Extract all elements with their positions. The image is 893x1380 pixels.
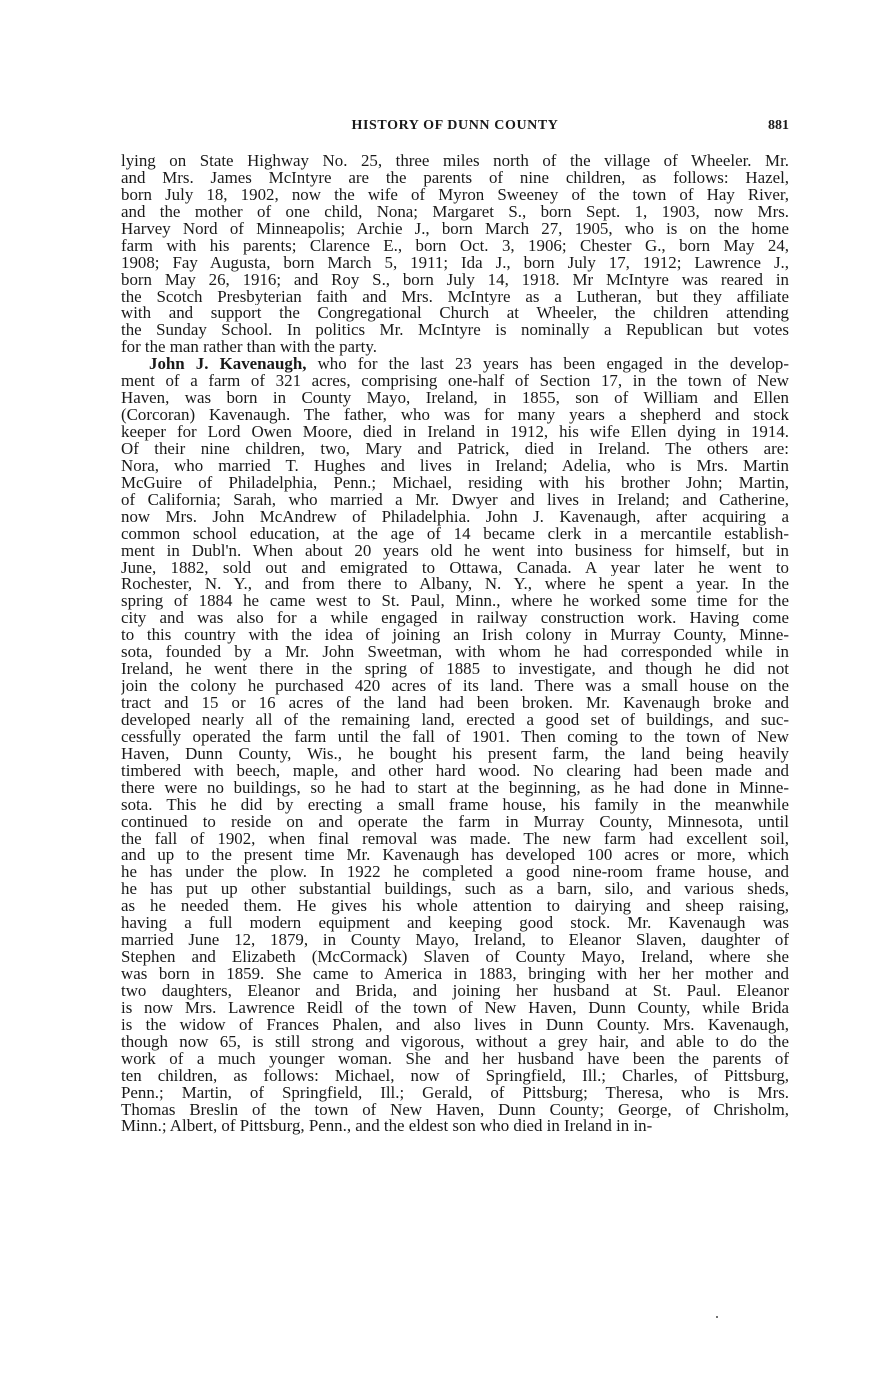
text-line: is now Mrs. Lawrence Reidl of the town of New Haven, Dunn County, while Brida <box>121 999 789 1017</box>
text-line: Of their nine children, two, Mary and Patrick, died in Ireland. The others are: <box>121 440 789 458</box>
first-line-text: who for the last 23 years has been engaged in the develop- <box>306 356 789 374</box>
text-line: the Sunday School. In politics Mr. McIntyre is nominally a Republican but votes <box>121 322 789 340</box>
page-speck <box>716 1316 718 1318</box>
text-line: Harvey Nord of Minneapolis; Archie J., born March 27, 1905, who is on the home <box>121 220 789 238</box>
subject-name: John J. Kavenaugh, <box>149 356 307 374</box>
text-line: married June 12, 1879, in County Mayo, Ireland, to Eleanor Slaven, daughter of <box>121 932 789 950</box>
text-line: born July 18, 1902, now the wife of Myron Sweeney of the town of Hay River, <box>121 186 789 204</box>
paragraph-first-line <box>121 356 789 373</box>
text-line: the Scotch Presbyterian faith and Mrs. McIntyre as a Lutheran, but they affiliate <box>121 288 789 306</box>
text-line: as he needed them. He gives his whole attention to dairying and sheep raising, <box>121 898 789 916</box>
text-line: he has put up other substantial buildings, such as a barn, silo, and various sheds, <box>121 881 789 899</box>
text-line: 1908; Fay Augusta, born March 5, 1911; Ida J., born July 17, 1912; Lawrence J., <box>121 254 789 272</box>
text-line: he has under the plow. In 1922 he completed a good nine-room frame house, and <box>121 864 789 882</box>
text-line: lying on State Highway No. 25, three miles north of the village of Wheeler. Mr. <box>121 153 789 170</box>
text-line: of California; Sarah, who married a Mr. Dwyer and lives in Ireland; and Catherine, <box>121 491 789 509</box>
text-line: timbered with beech, maple, and other hard wood. No clearing had been made and <box>121 762 789 780</box>
text-line: Haven, Dunn County, Wis., he bought his present farm, the land being heavily <box>121 745 789 763</box>
text-line: sota, founded by a Mr. John Sweetman, with whom he had corresponded while in <box>121 644 789 662</box>
running-head: HISTORY OF DUNN COUNTY <box>351 118 559 133</box>
text-line: Stephen and Elizabeth (McCormack) Slaven of County Mayo, Ireland, where she <box>121 949 789 966</box>
text-line: born May 26, 1916; and Roy S., born July 14, 1918. Mr McIntyre was reared in <box>121 271 789 289</box>
text-line: and up to the present time Mr. Kavenaugh has developed 100 acres or more, which <box>121 847 789 865</box>
text-line: Nora, who married T. Hughes and lives in Ireland; Adelia, who is Mrs. Martin <box>121 457 789 475</box>
text-line: having a full modern equipment and keeping good stock. Mr. Kavenaugh was <box>121 915 789 933</box>
body-text <box>121 153 789 1135</box>
text-line: continued to reside on and operate the farm in Murray County, Minnesota, until <box>121 813 789 831</box>
text-line: join the colony he purchased 420 acres of its land. There was a small house on the <box>121 678 789 695</box>
text-line: farm with his parents; Clarence E., born Oct. 3, 1906; Chester G., born May 24, <box>121 237 789 255</box>
text-line: work of a much younger woman. She and her husband have been the parents of <box>121 1050 789 1068</box>
text-line: two daughters, Eleanor and Brida, and joining her husband at St. Paul. Eleanor <box>121 982 789 1000</box>
text-line: with and support the Congregational Church at Wheeler, the children attending <box>121 305 789 323</box>
text-line: is the widow of Frances Phalen, and also lives in Dunn County. Mrs. Kavenaugh, <box>121 1016 789 1034</box>
text-line: spring of 1884 he came west to St. Paul, Minn., where he worked some time for the <box>121 593 789 611</box>
text-line: (Corcoran) Kavenaugh. The father, who was for many years a shepherd and stock <box>121 407 789 424</box>
text-line: Minn.; Albert, of Pittsburg, Penn., and the eldest son who died in Ireland in in- <box>121 1118 653 1136</box>
text-line: developed nearly all of the remaining land, erected a good set of buildings, and suc- <box>121 711 789 729</box>
text-line: ment of a farm of 321 acres, comprising one-half of Section 17, in the town of New <box>121 373 789 391</box>
text-line: Rochester, N. Y., and from there to Albany, N. Y., where he spent a year. In the <box>121 576 789 594</box>
text-line: city and was also for a while engaged in railway construction work. Having come <box>121 610 789 628</box>
text-line: there were no buildings, so he had to start at the beginning, as he had done in Minne- <box>121 779 789 797</box>
text-line: to this country with the idea of joining an Irish colony in Murray County, Minne- <box>121 627 789 645</box>
text-line: cessfully operated the farm until the fall of 1901. Then coming to the town of New <box>121 728 789 746</box>
text-line: sota. This he did by erecting a small frame house, his family in the meanwhile <box>121 796 789 814</box>
text-line: and Mrs. James McIntyre are the parents of nine children, as follows: Hazel, <box>121 169 789 187</box>
text-line: keeper for Lord Owen Moore, died in Ireland in 1912, his wife Ellen dying in 1914. <box>121 424 789 441</box>
text-line: for the man rather than with the party. <box>121 339 377 357</box>
text-line: Penn.; Martin, of Springfield, Ill.; Gerald, of Pittsburg; Theresa, who is Mrs. <box>121 1084 789 1102</box>
text-line: common school education, at the age of 14 became clerk in a mercantile establish- <box>121 525 789 543</box>
text-line: tract and 15 or 16 acres of the land had been broken. Mr. Kavenaugh broke and <box>121 695 789 712</box>
text-line: McGuire of Philadelphia, Penn.; Michael, residing with his brother John; Martin, <box>121 474 789 492</box>
text-line: ten children, as follows: Michael, now of Springfield, Ill.; Charles, of Pittsburg, <box>121 1067 789 1085</box>
text-line: though now 65, is still strong and vigorous, without a grey hair, and able to do the <box>121 1033 789 1051</box>
text-line: the fall of 1902, when final removal was made. The new farm had excellent soil, <box>121 830 789 848</box>
text-line: and the mother of one child, Nona; Margaret S., born Sept. 1, 1903, now Mrs. <box>121 203 789 221</box>
text-line: ment in Dubl'n. When about 20 years old he went into business for himself, but in <box>121 542 789 560</box>
text-line: Thomas Breslin of the town of New Haven, Dunn County; George, of Chrisholm, <box>121 1101 789 1119</box>
page-number: 881 <box>768 118 789 133</box>
page-header <box>121 118 789 140</box>
paragraph-mcintyre <box>121 153 789 356</box>
text-line: Haven, was born in County Mayo, Ireland, in 1855, son of William and Ellen <box>121 390 789 408</box>
text-line: June, 1882, sold out and emigrated to Ottawa, Canada. A year later he went to <box>121 559 789 577</box>
paragraph-kavenaugh <box>121 356 789 1135</box>
text-line: Ireland, he went there in the spring of 1885 to investigate, and though he did not <box>121 661 789 679</box>
text-line: now Mrs. John McAndrew of Philadelphia. John J. Kavenaugh, after acquiring a <box>121 508 789 526</box>
text-line: was born in 1859. She came to America in 1883, bringing with her her mother and <box>121 966 789 983</box>
